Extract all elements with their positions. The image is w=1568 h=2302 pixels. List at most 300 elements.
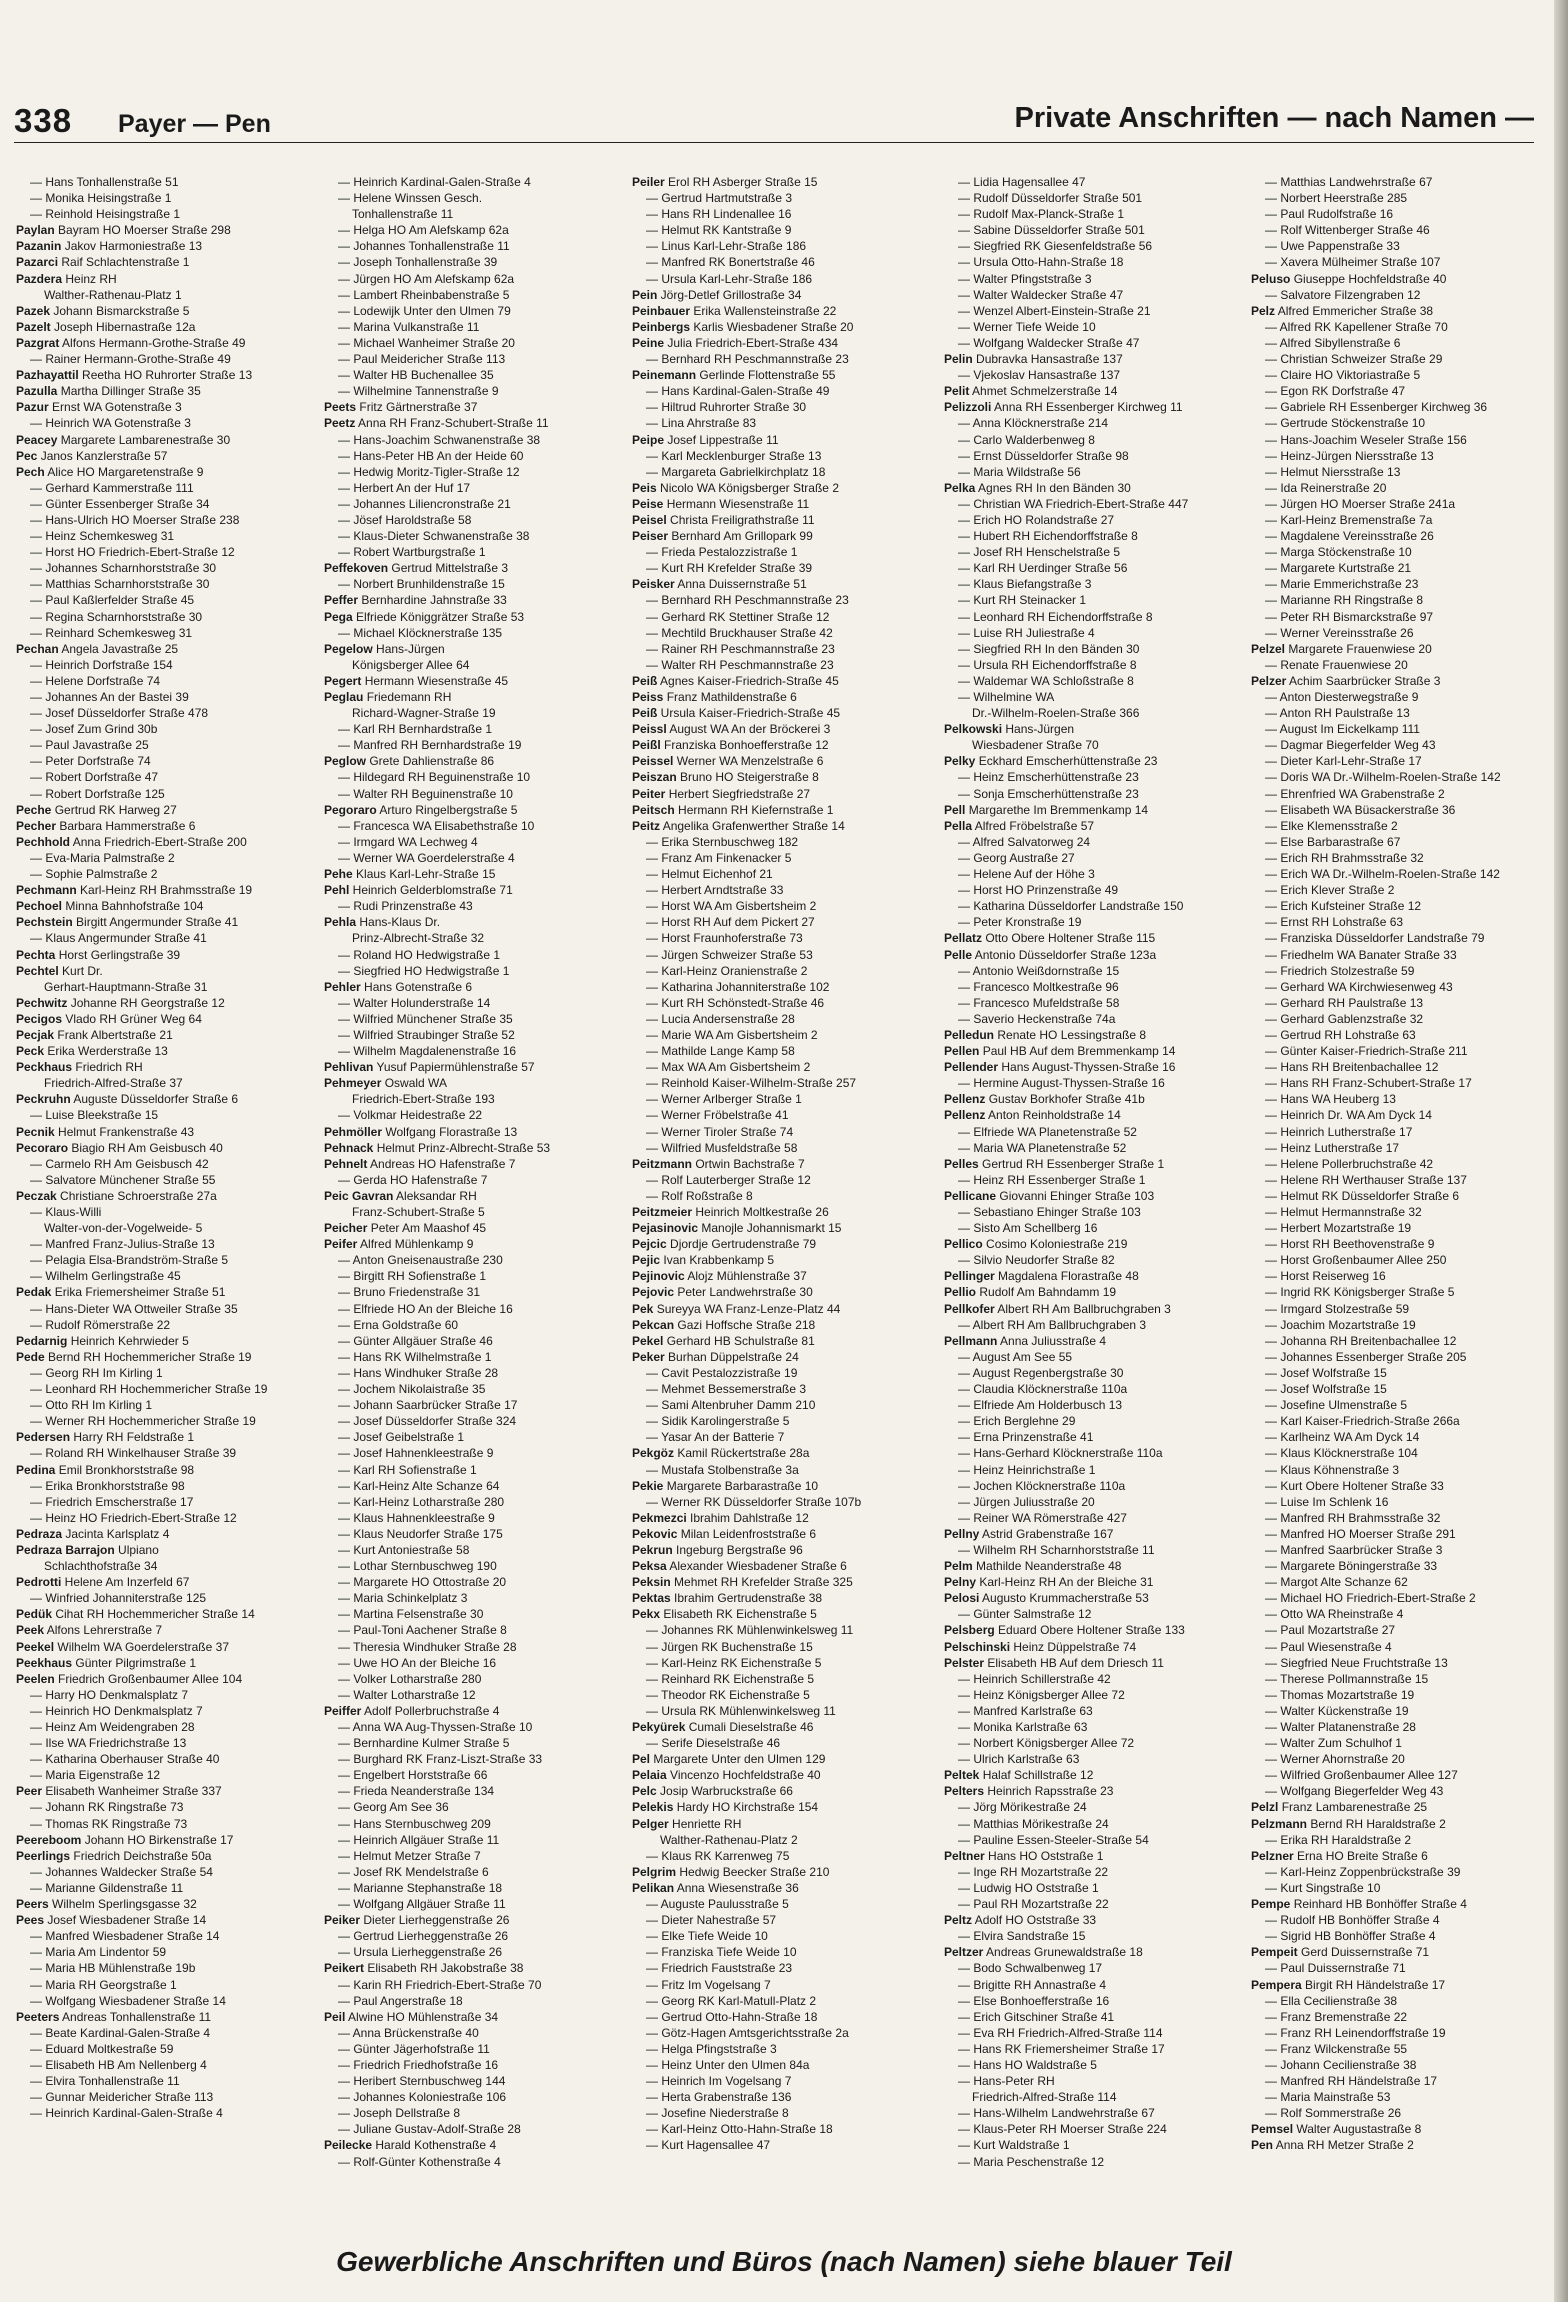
directory-entry: — Rudolf Max-Planck-Straße 1 — [958, 207, 1125, 222]
directory-entry: — Hans Sternbuschweg 209 — [338, 1816, 491, 1831]
directory-entry: — Helene Winssen Gesch. — [338, 191, 483, 206]
directory-entry — [944, 721, 1244, 737]
directory-entry — [16, 1349, 316, 1365]
directory-entry: — Paul Rudolfstraße 16 — [1265, 207, 1394, 222]
directory-entry — [324, 609, 624, 625]
entry-details: Mehmet RH Krefelder Straße 325 — [670, 1575, 853, 1590]
directory-entry — [944, 1236, 1244, 1252]
directory-entry — [632, 705, 932, 721]
directory-entry — [944, 1655, 1244, 1671]
directory-entry: — Franz Bremenstraße 22 — [1265, 2009, 1408, 2024]
directory-entry: — Hedwig Moritz-Tigler-Straße 12 — [338, 464, 520, 479]
directory-entry: — Serife Dieselstraße 46 — [646, 1736, 781, 1751]
entry-surname: Pegoraro — [324, 802, 377, 817]
directory-entry — [1251, 1799, 1551, 1815]
directory-entry: — Ludwig HO Oststraße 1 — [958, 1880, 1099, 1895]
directory-entry: — Karl-Heinz Bremenstraße 7a — [1265, 512, 1433, 527]
directory-entry — [632, 480, 932, 496]
entry-details: Kamil Rückertstraße 28a — [674, 1446, 810, 1461]
directory-entry — [944, 399, 1244, 415]
directory-entry: — Anna WA Aug-Thyssen-Straße 10 — [338, 1720, 533, 1734]
directory-entry: — Herbert Mozartstraße 19 — [1265, 1221, 1412, 1236]
entry-details: Erna HO Breite Straße 6 — [1293, 1848, 1428, 1863]
directory-entry: — Rudolf Römerstraße 22 — [30, 1317, 171, 1332]
entry-details: Agnes RH In den Bänden 30 — [975, 480, 1131, 495]
directory-entry: — Irmgard Stolzestraße 59 — [1265, 1301, 1410, 1316]
directory-entry — [632, 1333, 932, 1349]
directory-entry: — Klaus-Peter RH Moerser Straße 224 — [958, 2122, 1167, 2137]
entry-surname: Pelky — [944, 754, 976, 769]
directory-entry: — August Regenbergstraße 30 — [958, 1365, 1124, 1380]
directory-entry — [16, 1091, 316, 1107]
directory-entry: — Elvira Tonhallenstraße 11 — [30, 2074, 180, 2089]
directory-entry: — Uwe HO An der Bleiche 16 — [338, 1655, 497, 1670]
directory-entry: — Wolfgang Biegerfelder Weg 43 — [1265, 1784, 1444, 1799]
directory-entry: Dr.-Wilhelm-Roelen-Straße 366 — [972, 706, 1140, 721]
entry-details: Paul HB Auf dem Bremmenkamp 14 — [979, 1044, 1176, 1059]
directory-entry: — Alfred Salvatorweg 24 — [958, 834, 1091, 849]
directory-entry: — Klaus Klöcknerstraße 104 — [1265, 1446, 1418, 1461]
directory-entry: — Maria HB Mühlenstraße 19b — [30, 1961, 196, 1976]
directory-entry — [324, 689, 624, 705]
directory-entry: — Albert RH Am Ballbruchgraben 3 — [958, 1317, 1147, 1332]
entry-surname: Pelgrim — [632, 1864, 677, 1879]
directory-entry: — Norbert Königsberger Allee 72 — [958, 1736, 1135, 1751]
directory-entry — [632, 1719, 932, 1735]
directory-entry — [632, 1816, 932, 1832]
directory-entry — [324, 641, 624, 657]
directory-entry: — Jürgen HO Am Alefskamp 62a — [338, 271, 515, 286]
directory-entry — [16, 1059, 316, 1075]
directory-entry — [944, 1848, 1244, 1864]
entry-details: Augusto Krummacherstraße 53 — [979, 1591, 1149, 1606]
directory-entry: — Erika Bronkhorststraße 98 — [30, 1478, 185, 1493]
entry-details: August WA An der Bröckerei 3 — [666, 722, 831, 737]
directory-entry: — Erich Berglehne 29 — [958, 1414, 1076, 1429]
directory-entry — [944, 1622, 1244, 1638]
entry-surname: Peckruhn — [16, 1092, 71, 1107]
directory-entry — [16, 882, 316, 898]
directory-entry: — Alfred Sibyllenstraße 6 — [1265, 335, 1401, 350]
entry-surname: Peckhaus — [16, 1060, 73, 1075]
directory-entry: — Klaus Köhnenstraße 3 — [1265, 1462, 1400, 1477]
entry-details: Janos Kanzlerstraße 57 — [37, 448, 168, 463]
directory-entry — [632, 673, 932, 689]
directory-entry: — Gertrud RH Lohstraße 63 — [1265, 1027, 1416, 1042]
entry-surname: Pek — [632, 1301, 654, 1316]
entry-details: Ingeburg Bergstraße 96 — [672, 1542, 803, 1557]
entry-details: Wolfgang Florastraße 13 — [382, 1124, 518, 1139]
directory-entry — [16, 1124, 316, 1140]
entry-details: Erika Friemersheimer Straße 51 — [51, 1285, 226, 1300]
directory-entry: — Franziska Düsseldorfer Landstraße 79 — [1265, 931, 1485, 946]
directory-entry — [16, 1622, 316, 1638]
directory-entry: — Heinz Lutherstraße 17 — [1265, 1140, 1400, 1155]
directory-entry: — Yasar An der Batterie 7 — [646, 1430, 785, 1445]
directory-entry: — Elisabeth HB Am Nellenberg 4 — [30, 2057, 207, 2072]
directory-entry: — Eva-Maria Palmstraße 2 — [30, 850, 175, 865]
directory-entry: — Christian WA Friedrich-Ebert-Straße 447 — [958, 496, 1189, 511]
directory-entry: — Hans Kardinal-Galen-Straße 49 — [646, 384, 830, 399]
entry-surname: Pecoraro — [16, 1140, 69, 1155]
directory-entry: — Margarete Kurtstraße 21 — [1265, 561, 1412, 576]
directory-column-1 — [16, 174, 316, 2121]
header-name-range: Payer — Pen — [118, 110, 271, 138]
directory-entry — [1251, 2137, 1551, 2153]
directory-entry: — Winfried Johanniterstraße 125 — [30, 1591, 207, 1606]
entry-surname: Pellio — [944, 1285, 977, 1300]
directory-entry — [324, 592, 624, 608]
entry-details: Wilhelm Sperlingsgasse 32 — [48, 1897, 197, 1912]
entry-surname: Pelzner — [1251, 1848, 1294, 1863]
directory-entry: — Josef Düsseldorfer Straße 324 — [338, 1414, 517, 1429]
directory-entry — [944, 1301, 1244, 1317]
directory-entry: — Gerhard RH Paulstraße 13 — [1265, 995, 1424, 1010]
directory-entry: — Ingrid RK Königsberger Straße 5 — [1265, 1285, 1455, 1300]
entry-surname: Peilecke — [324, 2138, 373, 2153]
directory-entry: — Franz Am Finkenacker 5 — [646, 850, 792, 865]
entry-details: Martha Dillinger Straße 35 — [57, 384, 201, 399]
directory-entry: — Franziska Tiefe Weide 10 — [646, 1945, 797, 1960]
entry-details: Gerlinde Flottenstraße 55 — [696, 368, 836, 383]
directory-entry: — Walter Pfingststraße 3 — [958, 271, 1092, 286]
entry-surname: Pejovic — [632, 1285, 675, 1300]
directory-entry: — Otto RH Im Kirling 1 — [30, 1398, 153, 1413]
directory-entry — [16, 1462, 316, 1478]
entry-details: Franz Lambarenestraße 25 — [1278, 1800, 1428, 1815]
entry-surname: Peltzer — [944, 1945, 984, 1960]
directory-entry: — Leonhard RH Hochemmericher Straße 19 — [30, 1382, 268, 1397]
entry-surname: Peelen — [16, 1671, 55, 1686]
directory-entry: — Heinrich Im Vogelsang 7 — [646, 2074, 792, 2089]
directory-entry: — Werner RH Hochemmericher Straße 19 — [30, 1414, 256, 1429]
entry-details: Milan Leidenfroststraße 6 — [677, 1526, 817, 1541]
entry-details: Gertrud Mittelstraße 3 — [388, 561, 509, 576]
directory-entry: — Martina Felsenstraße 30 — [338, 1607, 484, 1622]
entry-details: Anna RH Essenberger Kirchweg 11 — [991, 400, 1183, 415]
directory-entry: — Hans-Ulrich HO Moerser Straße 238 — [30, 512, 240, 527]
directory-entry: — Josef Wolfstraße 15 — [1265, 1382, 1387, 1397]
entry-details: Alice HO Margaretenstraße 9 — [44, 464, 204, 479]
entry-details: Friedrich Großenbaumer Allee 104 — [54, 1671, 243, 1686]
entry-details: Jörg-Detlef Grillostraße 34 — [657, 287, 802, 302]
entry-details: Johann HO Birkenstraße 17 — [81, 1832, 234, 1847]
entry-surname: Pechan — [16, 641, 59, 656]
directory-entry — [944, 1574, 1244, 1590]
entry-details: Burhan Düppelstraße 24 — [664, 1349, 799, 1364]
entry-surname: Pelosi — [944, 1591, 980, 1606]
directory-entry: — Heinrich HO Denkmalsplatz 7 — [30, 1703, 203, 1718]
directory-entry — [16, 1027, 316, 1043]
directory-entry — [632, 512, 932, 528]
directory-entry: — Gunnar Meidericher Straße 113 — [30, 2090, 214, 2105]
directory-entry — [944, 480, 1244, 496]
directory-entry — [16, 448, 316, 464]
entry-surname: Peksin — [632, 1575, 671, 1590]
directory-entry — [632, 496, 932, 512]
directory-entry — [324, 1236, 624, 1252]
entry-surname: Pedraza — [16, 1526, 63, 1541]
directory-entry: — Kurt RH Steinacker 1 — [958, 593, 1087, 608]
directory-entry: Schlachthofstraße 34 — [44, 1559, 158, 1574]
directory-entry: — Paul Mozartstraße 27 — [1265, 1623, 1396, 1638]
directory-entry — [944, 1188, 1244, 1204]
directory-entry: — Heinz Emscherhüttenstraße 23 — [958, 770, 1139, 785]
entry-surname: Peekhaus — [16, 1655, 73, 1670]
entry-surname: Peffer — [324, 593, 359, 608]
directory-entry: — Luise RH Juliestraße 4 — [958, 625, 1095, 640]
directory-entry: — Elfriede Am Holderbusch 13 — [958, 1398, 1123, 1413]
entry-details: Manojle Johannismarkt 15 — [698, 1221, 842, 1236]
directory-entry: — Helmut Hermannstraße 32 — [1265, 1205, 1422, 1219]
entry-details: Werner WA Menzelstraße 6 — [673, 754, 824, 769]
entry-surname: Peissl — [632, 722, 667, 737]
directory-entry — [944, 1284, 1244, 1300]
entry-surname: Pees — [16, 1913, 45, 1928]
entry-details: Djordje Gertrudenstraße 79 — [666, 1237, 817, 1252]
entry-details: Hans-Jürgen — [1002, 722, 1075, 737]
entry-surname: Pemsel — [1251, 2122, 1294, 2137]
directory-entry: — Maria Peschenstraße 12 — [958, 2154, 1105, 2169]
footer-note: Gewerbliche Anschriften und Büros (nach Namen) siehe blauer Teil — [336, 2246, 1232, 2277]
directory-entry: — Horst HO Prinzenstraße 49 — [958, 883, 1119, 898]
directory-entry: Richard-Wagner-Straße 19 — [352, 706, 496, 721]
directory-entry: — Manfred Saarbrücker Straße 3 — [1265, 1542, 1443, 1557]
directory-entry: — Josef RH Henschelstraße 5 — [958, 545, 1121, 560]
directory-entry: — Anna Brückenstraße 40 — [338, 2025, 479, 2040]
directory-entry: Walther-Rathenau-Platz 2 — [660, 1832, 798, 1847]
entry-surname: Peitzmann — [632, 1156, 693, 1171]
entry-details: Nicolo WA Königsberger Straße 2 — [656, 480, 839, 495]
entry-details: Adolf Pollerbruchstraße 4 — [361, 1703, 500, 1718]
directory-entry — [632, 319, 932, 335]
directory-entry: — Anton Gneisenaustraße 230 — [338, 1253, 503, 1268]
entry-surname: Pekx — [632, 1607, 661, 1622]
directory-entry: — Ursula RK Mühlenwinkelsweg 11 — [646, 1703, 836, 1718]
entry-details: Angelika Grafenwerther Straße 14 — [660, 818, 845, 833]
entry-surname: Peinbergs — [632, 319, 691, 334]
directory-entry: — Karl-Heinz Zoppenbrückstraße 39 — [1265, 1864, 1461, 1879]
entry-details: Heinz Düppelstraße 74 — [1010, 1639, 1137, 1654]
entry-details: Friedemann RH — [363, 690, 452, 704]
directory-entry: — Roland HO Hedwigstraße 1 — [338, 947, 501, 962]
directory-entry — [944, 1558, 1244, 1574]
entry-surname: Pechhold — [16, 834, 71, 849]
entry-surname: Peets — [324, 400, 357, 415]
directory-entry: — Ulrich Karlstraße 63 — [958, 1752, 1080, 1767]
entry-surname: Peikert — [324, 1961, 365, 1976]
directory-entry: — Auguste Paulusstraße 5 — [646, 1897, 789, 1912]
entry-details: Raif Schlachtenstraße 1 — [58, 255, 190, 270]
entry-details: Reetha HO Ruhrorter Straße 13 — [78, 368, 253, 383]
entry-surname: Pelzel — [1251, 641, 1286, 656]
entry-surname: Peker — [632, 1349, 665, 1364]
entry-details: Elfriede Königgrätzer Straße 53 — [352, 609, 525, 624]
directory-entry: — Burghard RK Franz-Liszt-Straße 33 — [338, 1752, 543, 1767]
directory-entry: — Matthias Landwehrstraße 67 — [1265, 175, 1433, 189]
entry-surname: Peek — [16, 1623, 45, 1638]
entry-surname: Pelters — [944, 1784, 985, 1799]
directory-entry: — Vjekoslav Hansastraße 137 — [958, 368, 1121, 383]
directory-entry: — Walter Lotharstraße 12 — [338, 1687, 476, 1702]
directory-entry — [16, 947, 316, 963]
directory-entry: — Gerda HO Hafenstraße 7 — [338, 1172, 488, 1187]
directory-entry: — Hans RK Friemersheimer Straße 17 — [958, 2041, 1165, 2056]
directory-entry: — Wilhelmine Tannenstraße 9 — [338, 384, 499, 399]
directory-entry: — Hans Tonhallenstraße 51 — [30, 175, 179, 189]
entry-details: Günter Pilgrimstraße 1 — [72, 1655, 197, 1670]
directory-entry: — Johannes An der Bastei 39 — [30, 690, 189, 704]
directory-entry: — Claire HO Viktoriastraße 5 — [1265, 368, 1421, 383]
directory-entry: — Lodewijk Unter den Ulmen 79 — [338, 303, 511, 318]
entry-details: Margarete Lambarenestraße 30 — [57, 432, 231, 447]
entry-details: Johanne RH Georgstraße 12 — [67, 995, 225, 1010]
directory-entry: — Rudi Prinzenstraße 43 — [338, 899, 473, 914]
directory-entry: — Rudolf HB Bonhöffer Straße 4 — [1265, 1913, 1440, 1928]
directory-entry: — Egon RK Dorfstraße 47 — [1265, 384, 1406, 399]
directory-entry: — Hermine August-Thyssen-Straße 16 — [958, 1076, 1165, 1091]
directory-entry: — Elisabeth WA Büsackerstraße 36 — [1265, 802, 1456, 817]
directory-entry: — Klaus Neudorfer Straße 175 — [338, 1526, 503, 1541]
directory-entry: — Hans RH Lindenallee 16 — [646, 207, 792, 222]
entry-surname: Peers — [16, 1897, 49, 1912]
entry-details: Minna Bahnhofstraße 104 — [62, 899, 204, 914]
directory-entry — [944, 930, 1244, 946]
directory-entry: — Klaus-Dieter Schwanenstraße 38 — [338, 529, 530, 544]
directory-entry — [632, 721, 932, 737]
directory-entry: — Heinz-Jürgen Niersstraße 13 — [1265, 448, 1434, 463]
directory-entry: — Walter Zum Schulhof 1 — [1265, 1736, 1402, 1751]
directory-entry — [632, 1510, 932, 1526]
directory-entry — [632, 737, 932, 753]
directory-entry — [632, 1799, 932, 1815]
directory-entry: — Pelagia Elsa-Brandström-Straße 5 — [30, 1253, 229, 1268]
directory-entry: — Francesco Mufeldstraße 58 — [958, 995, 1120, 1010]
entry-details: Ibrahim Dahlstraße 12 — [686, 1510, 809, 1525]
directory-entry: — Paul-Toni Aachener Straße 8 — [338, 1623, 507, 1638]
directory-entry: — Helmut Metzer Straße 7 — [338, 1848, 481, 1863]
directory-entry: — Manfred HO Moerser Straße 291 — [1265, 1526, 1456, 1541]
entry-surname: Peißl — [632, 738, 661, 753]
directory-entry: — Wilfried Musfeldstraße 58 — [646, 1140, 798, 1155]
entry-surname: Pelka — [944, 480, 976, 495]
directory-entry: — Herbert An der Huf 17 — [338, 480, 471, 495]
directory-entry: — Thomas RK Ringstraße 73 — [30, 1816, 188, 1831]
directory-entry — [944, 1639, 1244, 1655]
page-edge-shadow — [1554, 0, 1568, 2302]
directory-entry: — Bruno Friedenstraße 31 — [338, 1285, 481, 1300]
entry-details: Helene Am Inzerfeld 67 — [61, 1575, 190, 1590]
directory-entry: — Erika RH Haraldstraße 2 — [1265, 1832, 1412, 1847]
directory-entry: — Helga Pfingststraße 3 — [646, 2041, 777, 2056]
directory-entry — [944, 1526, 1244, 1542]
entry-details: Achim Saarbrücker Straße 3 — [1286, 673, 1441, 688]
directory-entry: — Lina Ahrstraße 83 — [646, 416, 757, 431]
directory-entry: — Hans-Joachim Weseler Straße 156 — [1265, 432, 1467, 447]
directory-entry: Prinz-Albrecht-Straße 32 — [352, 931, 485, 946]
directory-entry: — Margareta Gabrielkirchplatz 18 — [646, 464, 826, 479]
directory-entry — [944, 1107, 1244, 1123]
directory-entry: — Helmut RK Kantstraße 9 — [646, 223, 792, 238]
directory-entry: — Marina Vulkanstraße 11 — [338, 319, 480, 334]
entry-details: Oswald WA — [381, 1076, 447, 1091]
directory-entry — [16, 1783, 316, 1799]
entry-surname: Pektas — [632, 1591, 671, 1606]
directory-entry: — Carlo Walderbenweg 8 — [958, 432, 1095, 447]
entry-surname: Peifer — [324, 1237, 358, 1252]
directory-entry — [632, 1783, 932, 1799]
directory-entry: — Heinz Am Weidengraben 28 — [30, 1720, 195, 1734]
entry-surname: Peiser — [632, 529, 669, 544]
directory-entry: Walter-von-der-Vogelweide- 5 — [44, 1221, 203, 1236]
entry-details: Anna RH Franz-Schubert-Straße 11 — [355, 416, 549, 431]
directory-entry: — Erna Goldstraße 60 — [338, 1317, 459, 1332]
directory-entry — [324, 1140, 624, 1156]
entry-surname: Paylan — [16, 223, 55, 238]
directory-entry: — Jürgen Schweizer Straße 53 — [646, 947, 813, 962]
directory-entry — [944, 383, 1244, 399]
directory-entry — [324, 1124, 624, 1140]
directory-entry: — Klaus RK Karrenweg 75 — [646, 1848, 790, 1863]
entry-details: Franziska Bonhoefferstraße 12 — [660, 738, 829, 753]
directory-entry — [1251, 271, 1551, 287]
entry-details: Arturo Ringelbergstraße 5 — [376, 802, 518, 817]
entry-details: Bayram HO Moerser Straße 298 — [54, 223, 231, 238]
directory-entry: — Manfred RH Bernhardstraße 19 — [338, 738, 522, 753]
entry-surname: Peksa — [632, 1559, 667, 1574]
directory-entry — [944, 802, 1244, 818]
entry-details: Heinz RH — [62, 271, 117, 286]
directory-entry: — Alfred RK Kapellener Straße 70 — [1265, 319, 1448, 334]
entry-details: Hermann Wiesenstraße 11 — [663, 496, 810, 511]
entry-details: Anna Friedrich-Ebert-Straße 200 — [70, 834, 247, 849]
directory-entry: — Reinhold Kaiser-Wilhelm-Straße 257 — [646, 1076, 857, 1091]
directory-entry: — Ursula Otto-Hahn-Straße 18 — [958, 255, 1124, 270]
entry-details: Walter Augustastraße 8 — [1293, 2122, 1422, 2137]
entry-details: Aleksandar RH — [393, 1188, 477, 1203]
entry-surname: Pazelt — [16, 319, 51, 334]
directory-entry: — Klaus Angermunder Straße 41 — [30, 931, 207, 946]
directory-entry: — Gerhard Gablenzstraße 32 — [1265, 1011, 1424, 1026]
entry-details: Friedrich Deichstraße 50a — [70, 1848, 212, 1863]
entry-surname: Pelzl — [1251, 1800, 1279, 1815]
directory-entry: — Peter Dorfstraße 74 — [30, 754, 151, 769]
directory-entry: — Maria Wildstraße 56 — [958, 464, 1081, 479]
entry-surname: Pelsberg — [944, 1623, 995, 1638]
directory-entry: — Siegfried Neue Fruchtstraße 13 — [1265, 1655, 1448, 1670]
directory-entry: — Sidik Karolingerstraße 5 — [646, 1414, 790, 1429]
directory-entry: — Rolf Wittenberger Straße 46 — [1265, 223, 1430, 238]
directory-entry — [632, 1349, 932, 1365]
directory-entry: — Heinz RH Essenberger Straße 1 — [958, 1172, 1146, 1187]
directory-entry: — Rainer Hermann-Grothe-Straße 49 — [30, 352, 231, 367]
directory-entry: — Kurt Singstraße 10 — [1265, 1880, 1381, 1895]
directory-entry: — Karl-Heinz Lotharstraße 280 — [338, 1494, 505, 1509]
directory-entry — [632, 1606, 932, 1622]
directory-entry: — Helmut RK Düsseldorfer Straße 6 — [1265, 1188, 1460, 1203]
directory-entry: — Johanna RH Breitenbachallee 12 — [1265, 1333, 1457, 1348]
directory-entry: — Bernhardine Kulmer Straße 5 — [338, 1736, 510, 1751]
directory-entry — [632, 287, 932, 303]
directory-entry: — Elfriede HO An der Bleiche 16 — [338, 1301, 513, 1316]
directory-entry: — Elvira Sandstraße 15 — [958, 1929, 1086, 1944]
entry-surname: Pelledun — [944, 1027, 995, 1042]
entry-surname: Peacey — [16, 432, 58, 447]
directory-entry: — Werner Tiroler Straße 74 — [646, 1124, 794, 1139]
directory-entry: — Maria Am Lindentor 59 — [30, 1945, 167, 1960]
directory-entry: — Heinz Heinrichstraße 1 — [958, 1462, 1096, 1477]
entry-details: Joseph Hibernastraße 12a — [50, 319, 196, 334]
